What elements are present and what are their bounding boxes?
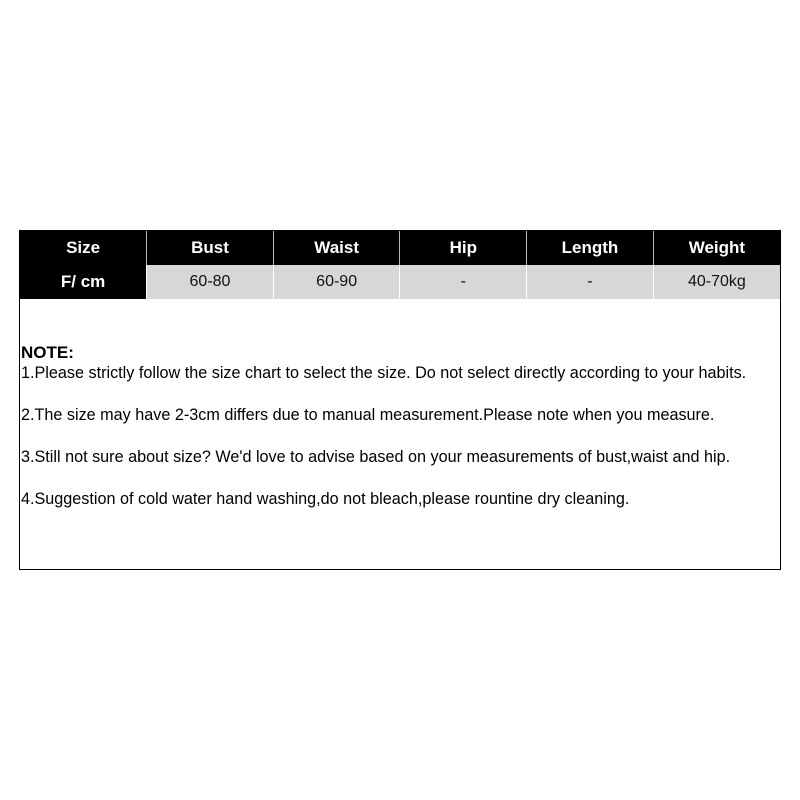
header-size: Size: [20, 231, 147, 265]
note-item: 3.Still not sure about size? We'd love to advise based on your measurements of bust,waist and hip.: [21, 448, 731, 466]
cell-bust: 60-80: [147, 265, 274, 299]
header-waist: Waist: [273, 231, 400, 265]
note-item: 2.The size may have 2-3cm differs due to manual measurement.Please note when you measure.: [21, 406, 715, 424]
size-table: [20, 231, 780, 299]
note-item: 4.Suggestion of cold water hand washing,do not bleach,please rountine dry cleaning.: [21, 490, 630, 508]
header-length: Length: [527, 231, 654, 265]
size-chart-panel: [19, 230, 781, 570]
row-size-label: F/ cm: [20, 265, 147, 299]
cell-hip: -: [400, 265, 527, 299]
table-row: [20, 265, 780, 299]
header-hip: Hip: [400, 231, 527, 265]
size-table-header-row: [20, 231, 780, 265]
cell-weight: 40-70kg: [653, 265, 780, 299]
header-weight: Weight: [653, 231, 780, 265]
cell-waist: 60-90: [273, 265, 400, 299]
cell-length: -: [527, 265, 654, 299]
notes-title: NOTE:: [21, 343, 74, 362]
header-bust: Bust: [147, 231, 274, 265]
note-item: 1.Please strictly follow the size chart to select the size. Do not select directly according to your habits.: [21, 364, 747, 382]
notes-section: [21, 342, 776, 531]
